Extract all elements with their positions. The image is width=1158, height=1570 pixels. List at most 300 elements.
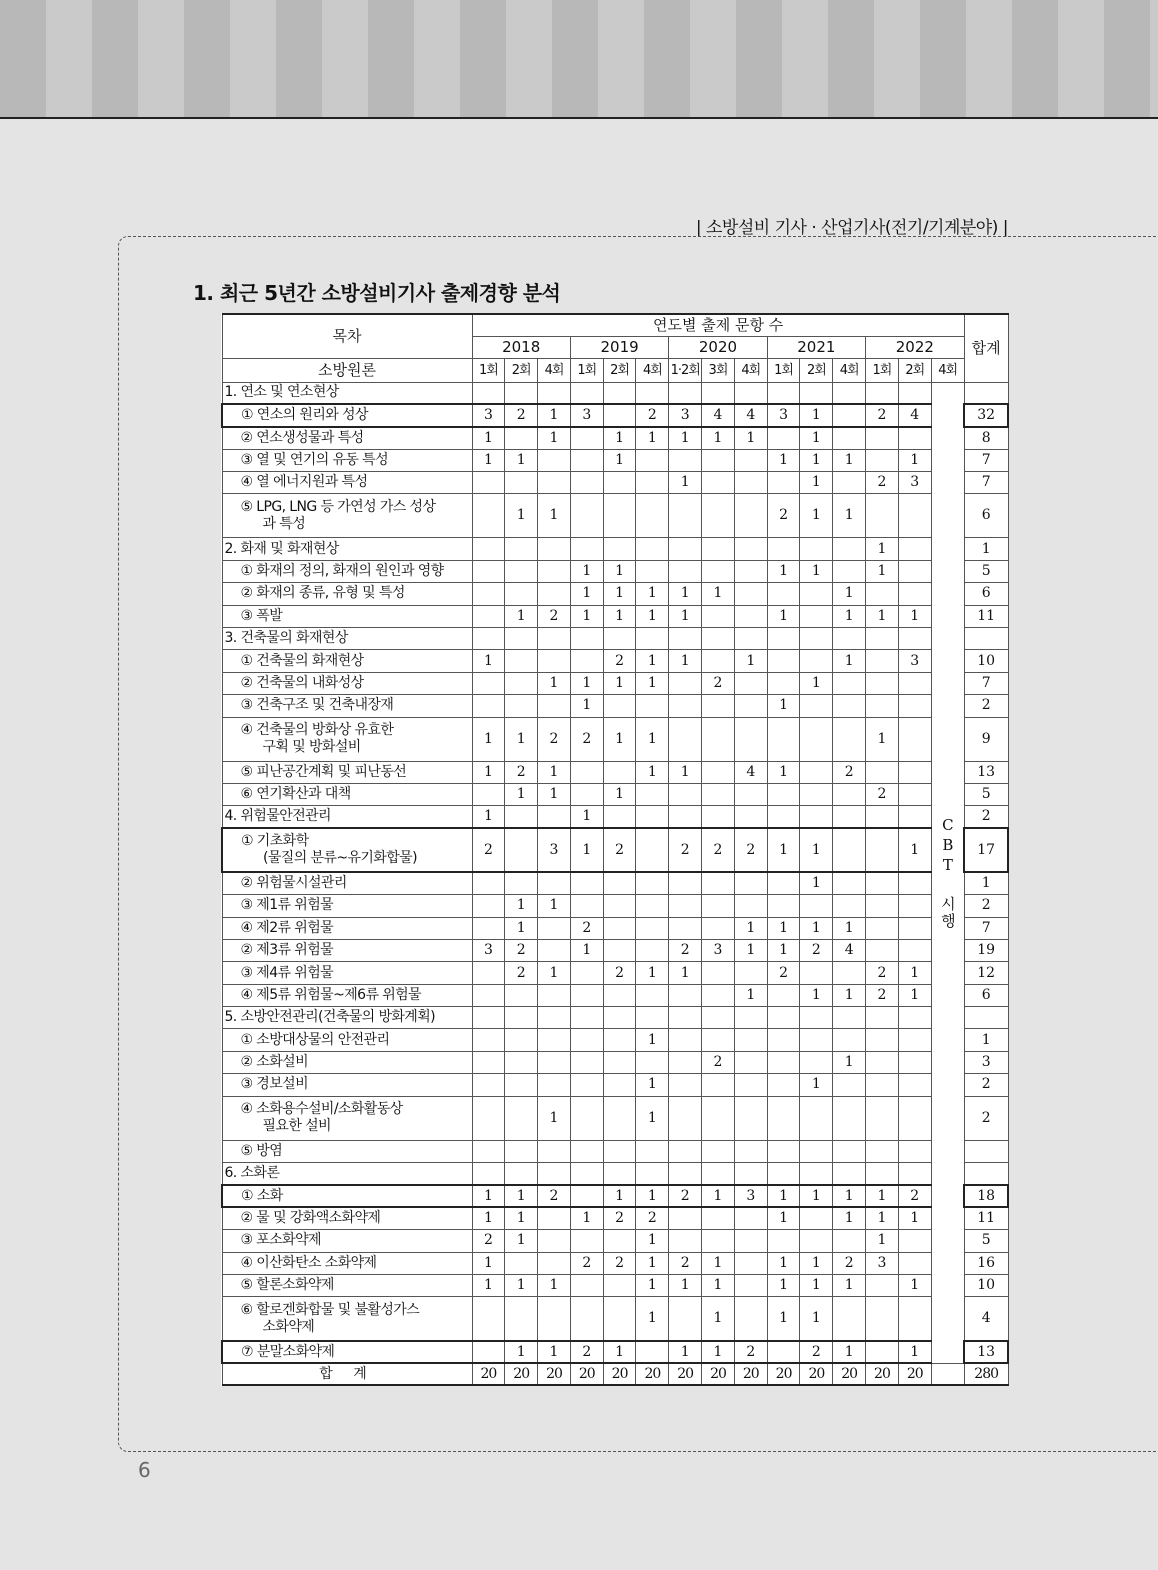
count-cell <box>833 1074 866 1096</box>
count-cell: 1 <box>702 427 735 449</box>
count-cell <box>898 1252 931 1274</box>
count-cell <box>472 1341 505 1363</box>
row-label-text: ② 연소생성물과 특성 <box>240 429 364 446</box>
count-cell <box>505 1051 538 1073</box>
count-cell <box>669 695 702 717</box>
count-cell <box>767 427 800 449</box>
row-label <box>222 717 472 761</box>
row-total: 1 <box>964 1029 1008 1051</box>
count-cell <box>898 672 931 694</box>
count-cell: 1 <box>636 583 669 605</box>
count-cell <box>570 1029 603 1051</box>
count-cell <box>538 1163 571 1185</box>
row-label <box>222 806 472 828</box>
count-cell: 2 <box>603 1207 636 1229</box>
count-cell: 1 <box>800 494 833 538</box>
topic-row <box>222 427 1008 449</box>
count-cell: 1 <box>800 427 833 449</box>
count-cell <box>898 494 931 538</box>
row-total: 7 <box>964 672 1008 694</box>
count-cell: 1 <box>767 1275 800 1297</box>
round-header: 2회 <box>603 358 636 382</box>
count-cell <box>833 695 866 717</box>
count-cell <box>636 382 669 404</box>
count-cell <box>702 494 735 538</box>
count-cell: 1 <box>800 1074 833 1096</box>
count-cell <box>734 382 767 404</box>
sum-cbt-blank <box>931 1363 964 1385</box>
count-cell <box>702 382 735 404</box>
row-label <box>222 1297 472 1341</box>
topic-row <box>222 1074 1008 1096</box>
count-cell: 1 <box>570 605 603 627</box>
sum-cell: 20 <box>767 1363 800 1385</box>
count-cell: 2 <box>505 962 538 984</box>
count-cell <box>603 1051 636 1073</box>
count-cell: 1 <box>472 717 505 761</box>
count-cell <box>636 1051 669 1073</box>
count-cell: 1 <box>702 1275 735 1297</box>
count-cell <box>898 560 931 582</box>
count-cell <box>866 1341 899 1363</box>
count-cell <box>833 560 866 582</box>
count-cell <box>636 1140 669 1162</box>
count-cell <box>669 917 702 939</box>
count-cell <box>767 1230 800 1252</box>
count-cell <box>702 449 735 471</box>
count-cell <box>669 783 702 805</box>
count-cell <box>767 650 800 672</box>
count-cell: 1 <box>833 449 866 471</box>
count-cell <box>800 1007 833 1029</box>
count-cell <box>734 1230 767 1252</box>
count-cell <box>472 1140 505 1162</box>
count-cell <box>603 1230 636 1252</box>
count-cell <box>669 1007 702 1029</box>
count-cell: 2 <box>472 828 505 872</box>
count-cell: 1 <box>767 1252 800 1274</box>
count-cell <box>767 872 800 894</box>
count-cell <box>734 1007 767 1029</box>
row-label-text: 3. 건축물의 화재현상 <box>224 630 348 647</box>
topic-row <box>222 917 1008 939</box>
page-number: 6 <box>138 1458 151 1482</box>
row-label <box>222 449 472 471</box>
topic-row <box>222 449 1008 471</box>
count-cell: 1 <box>734 939 767 961</box>
count-cell <box>505 872 538 894</box>
category-row <box>222 538 1008 560</box>
sum-row <box>222 1363 1008 1385</box>
count-cell <box>866 449 899 471</box>
row-label <box>222 605 472 627</box>
count-cell <box>570 1185 603 1207</box>
row-label <box>222 538 472 560</box>
count-cell: 2 <box>800 1341 833 1363</box>
row-label-text: ③ 제1류 위험물 <box>240 897 334 914</box>
year-header: 2022 <box>866 336 965 358</box>
count-cell <box>570 538 603 560</box>
count-cell: 1 <box>702 1252 735 1274</box>
count-cell <box>898 783 931 805</box>
count-cell: 1 <box>669 761 702 783</box>
count-cell <box>702 1207 735 1229</box>
row-label <box>222 382 472 404</box>
row-label-text: 4. 위험물안전관리 <box>224 808 331 825</box>
sum-cell: 20 <box>636 1363 669 1385</box>
row-label <box>222 1096 472 1140</box>
count-cell <box>669 628 702 650</box>
count-cell: 3 <box>472 404 505 426</box>
topic-row <box>222 1185 1008 1207</box>
row-label <box>222 1252 472 1274</box>
count-cell <box>734 1096 767 1140</box>
count-cell <box>636 828 669 872</box>
count-cell <box>734 672 767 694</box>
count-cell <box>702 761 735 783</box>
count-cell <box>866 1029 899 1051</box>
count-cell: 1 <box>669 1275 702 1297</box>
count-cell <box>636 449 669 471</box>
count-cell <box>800 605 833 627</box>
row-label <box>222 427 472 449</box>
count-cell <box>734 895 767 917</box>
round-header: 2회 <box>898 358 931 382</box>
count-cell <box>833 1096 866 1140</box>
count-cell <box>603 1297 636 1341</box>
row-label-text: ① 연소의 원리와 성상 <box>241 407 368 424</box>
count-cell <box>603 628 636 650</box>
row-label-text: ④ 열 에너지원과 특성 <box>240 474 368 491</box>
count-cell <box>505 1163 538 1185</box>
row-label <box>222 1275 472 1297</box>
row-label-text: ④ 이산화탄소 소화약제 <box>240 1254 377 1271</box>
count-cell <box>505 472 538 494</box>
row-label <box>222 1341 472 1363</box>
count-cell <box>538 695 571 717</box>
sum-cell: 20 <box>669 1363 702 1385</box>
count-cell <box>472 895 505 917</box>
count-cell <box>898 427 931 449</box>
count-cell <box>669 1029 702 1051</box>
sum-label: 합 계 <box>222 1363 472 1385</box>
count-cell: 1 <box>669 1341 702 1363</box>
count-cell <box>833 806 866 828</box>
count-cell: 1 <box>800 404 833 426</box>
topic-row <box>222 1096 1008 1140</box>
count-cell <box>866 695 899 717</box>
count-cell <box>669 672 702 694</box>
sum-cell: 20 <box>538 1363 571 1385</box>
count-cell <box>898 1163 931 1185</box>
count-cell: 1 <box>833 583 866 605</box>
count-cell <box>538 628 571 650</box>
count-cell: 1 <box>603 560 636 582</box>
count-cell: 1 <box>734 984 767 1006</box>
count-cell <box>833 1297 866 1341</box>
count-cell <box>734 628 767 650</box>
count-cell <box>702 806 735 828</box>
row-label-text: ① 건축물의 화재현상 <box>240 652 364 669</box>
count-cell <box>767 1074 800 1096</box>
count-cell: 3 <box>866 1252 899 1274</box>
count-cell <box>833 472 866 494</box>
count-cell <box>833 895 866 917</box>
count-cell: 2 <box>734 828 767 872</box>
count-cell: 2 <box>570 1341 603 1363</box>
count-cell <box>669 1051 702 1073</box>
count-cell: 1 <box>636 1297 669 1341</box>
count-cell: 1 <box>636 1029 669 1051</box>
count-cell <box>866 628 899 650</box>
count-cell <box>833 872 866 894</box>
count-cell: 2 <box>833 1252 866 1274</box>
row-label <box>222 984 472 1006</box>
count-cell <box>570 895 603 917</box>
count-cell <box>734 1297 767 1341</box>
count-cell: 3 <box>898 472 931 494</box>
count-cell <box>734 472 767 494</box>
count-cell: 1 <box>833 1207 866 1229</box>
count-cell <box>538 449 571 471</box>
count-cell: 3 <box>734 1185 767 1207</box>
count-cell <box>734 560 767 582</box>
count-cell: 2 <box>767 494 800 538</box>
category-row <box>222 628 1008 650</box>
count-cell <box>734 872 767 894</box>
count-cell <box>669 449 702 471</box>
count-cell <box>505 1140 538 1162</box>
row-label <box>222 404 472 426</box>
count-cell <box>570 1163 603 1185</box>
count-cell <box>472 1007 505 1029</box>
topic-row <box>222 583 1008 605</box>
count-cell: 1 <box>866 538 899 560</box>
count-cell <box>702 1140 735 1162</box>
count-cell: 1 <box>800 828 833 872</box>
count-cell <box>898 872 931 894</box>
row-label <box>222 1051 472 1073</box>
count-cell: 1 <box>603 449 636 471</box>
count-cell <box>800 1230 833 1252</box>
count-cell: 1 <box>505 917 538 939</box>
count-cell <box>505 1252 538 1274</box>
count-cell <box>866 583 899 605</box>
count-cell: 1 <box>570 939 603 961</box>
count-cell <box>505 650 538 672</box>
row-label-text: ⑥ 할로겐화합물 및 불활성가스 <box>240 1301 420 1318</box>
count-cell: 1 <box>538 1096 571 1140</box>
count-cell: 2 <box>669 939 702 961</box>
row-label <box>222 1140 472 1162</box>
count-cell <box>636 1163 669 1185</box>
count-cell: 1 <box>538 494 571 538</box>
count-cell <box>702 605 735 627</box>
count-cell <box>866 672 899 694</box>
row-label-text: ④ 제5류 위험물~제6류 위험물 <box>240 986 421 1003</box>
year-header: 2019 <box>570 336 668 358</box>
count-cell <box>866 1007 899 1029</box>
topic-row <box>222 939 1008 961</box>
count-cell <box>800 806 833 828</box>
count-cell: 3 <box>702 939 735 961</box>
row-label <box>222 1230 472 1252</box>
count-cell <box>472 628 505 650</box>
row-total: 2 <box>964 895 1008 917</box>
row-total <box>964 1007 1008 1029</box>
count-cell <box>833 1163 866 1185</box>
count-cell <box>505 695 538 717</box>
count-cell: 1 <box>505 494 538 538</box>
row-total: 13 <box>964 761 1008 783</box>
count-cell: 1 <box>669 650 702 672</box>
count-cell: 1 <box>800 449 833 471</box>
count-cell <box>833 538 866 560</box>
sum-cell: 20 <box>866 1363 899 1385</box>
count-cell: 2 <box>538 1185 571 1207</box>
count-cell: 1 <box>800 560 833 582</box>
count-cell <box>833 427 866 449</box>
count-cell <box>734 1207 767 1229</box>
row-label-text: ② 화재의 종류, 유형 및 특성 <box>240 585 405 602</box>
row-total: 13 <box>964 1341 1008 1363</box>
count-cell: 1 <box>866 560 899 582</box>
topic-row <box>222 605 1008 627</box>
count-cell <box>702 1074 735 1096</box>
row-label-text: ⑤ 할론소화약제 <box>240 1277 334 1294</box>
count-cell: 1 <box>898 449 931 471</box>
count-cell <box>767 1007 800 1029</box>
count-cell <box>734 583 767 605</box>
row-total: 18 <box>964 1185 1008 1207</box>
count-cell <box>866 761 899 783</box>
count-cell: 1 <box>570 806 603 828</box>
count-cell: 2 <box>767 962 800 984</box>
row-total: 10 <box>964 1275 1008 1297</box>
count-cell <box>767 1051 800 1073</box>
count-cell <box>898 538 931 560</box>
count-cell <box>702 962 735 984</box>
header-row-rounds <box>222 358 1008 382</box>
count-cell <box>767 806 800 828</box>
row-total: 6 <box>964 984 1008 1006</box>
count-cell <box>833 1029 866 1051</box>
count-cell <box>570 1275 603 1297</box>
count-cell <box>866 806 899 828</box>
row-label <box>222 1029 472 1051</box>
count-cell <box>505 984 538 1006</box>
row-label-text: 5. 소방안전관리(건축물의 방화계획) <box>224 1009 436 1026</box>
count-cell <box>702 1007 735 1029</box>
count-cell: 2 <box>702 828 735 872</box>
toc-header: 목차 <box>222 314 472 358</box>
count-cell: 1 <box>800 472 833 494</box>
count-cell: 2 <box>800 939 833 961</box>
count-cell: 1 <box>800 1275 833 1297</box>
count-cell: 1 <box>833 1051 866 1073</box>
count-cell <box>538 917 571 939</box>
sum-cell: 20 <box>702 1363 735 1385</box>
count-cell <box>898 1074 931 1096</box>
count-cell: 1 <box>472 806 505 828</box>
count-cell <box>603 761 636 783</box>
round-header: 4회 <box>538 358 571 382</box>
count-cell <box>472 538 505 560</box>
count-cell: 1 <box>767 695 800 717</box>
count-cell: 2 <box>603 962 636 984</box>
count-cell <box>603 1074 636 1096</box>
count-cell: 1 <box>570 672 603 694</box>
row-total: 17 <box>964 828 1008 872</box>
sum-cell: 20 <box>734 1363 767 1385</box>
count-cell <box>505 538 538 560</box>
count-cell <box>702 695 735 717</box>
count-cell <box>538 583 571 605</box>
count-cell <box>734 962 767 984</box>
category-row <box>222 1007 1008 1029</box>
round-header: 1회 <box>866 358 899 382</box>
count-cell <box>669 1140 702 1162</box>
row-label-text: ① 소방대상물의 안전관리 <box>240 1031 390 1048</box>
count-cell: 1 <box>636 672 669 694</box>
row-label-text: ② 위험물시설관리 <box>240 875 347 892</box>
count-cell: 1 <box>702 583 735 605</box>
topic-row <box>222 984 1008 1006</box>
row-label <box>222 895 472 917</box>
row-label <box>222 939 472 961</box>
topic-row <box>222 1029 1008 1051</box>
count-cell <box>669 806 702 828</box>
count-cell <box>866 494 899 538</box>
count-cell <box>472 672 505 694</box>
subject-header: 소방원론 <box>222 358 472 382</box>
row-label-text: ① 기초화학 <box>241 833 309 850</box>
row-label <box>222 1074 472 1096</box>
count-cell: 2 <box>603 1252 636 1274</box>
count-cell: 1 <box>800 1252 833 1274</box>
row-label <box>222 1185 472 1207</box>
count-cell <box>669 1207 702 1229</box>
count-cell: 1 <box>898 962 931 984</box>
count-cell: 1 <box>833 1185 866 1207</box>
count-cell <box>898 382 931 404</box>
year-header: 2021 <box>767 336 865 358</box>
count-cell: 2 <box>866 404 899 426</box>
yearly-count-header: 연도별 출제 문항 수 <box>472 314 964 336</box>
count-cell <box>570 472 603 494</box>
row-label-text: ⑤ LPG, LNG 등 가연성 가스 성상 <box>240 498 436 515</box>
count-cell <box>800 1163 833 1185</box>
count-cell <box>866 895 899 917</box>
count-cell: 2 <box>866 984 899 1006</box>
count-cell: 2 <box>472 1230 505 1252</box>
topic-row <box>222 828 1008 872</box>
topic-row <box>222 962 1008 984</box>
count-cell: 1 <box>538 672 571 694</box>
count-cell: 1 <box>833 605 866 627</box>
header-row-group <box>222 314 1008 336</box>
row-label-text: ⑤ 방염 <box>240 1142 283 1159</box>
count-cell: 1 <box>505 783 538 805</box>
sum-cell: 20 <box>833 1363 866 1385</box>
count-cell <box>570 1007 603 1029</box>
count-cell: 2 <box>505 939 538 961</box>
count-cell <box>603 382 636 404</box>
count-cell: 1 <box>538 1341 571 1363</box>
count-cell <box>603 1007 636 1029</box>
count-cell <box>833 672 866 694</box>
count-cell <box>898 1029 931 1051</box>
